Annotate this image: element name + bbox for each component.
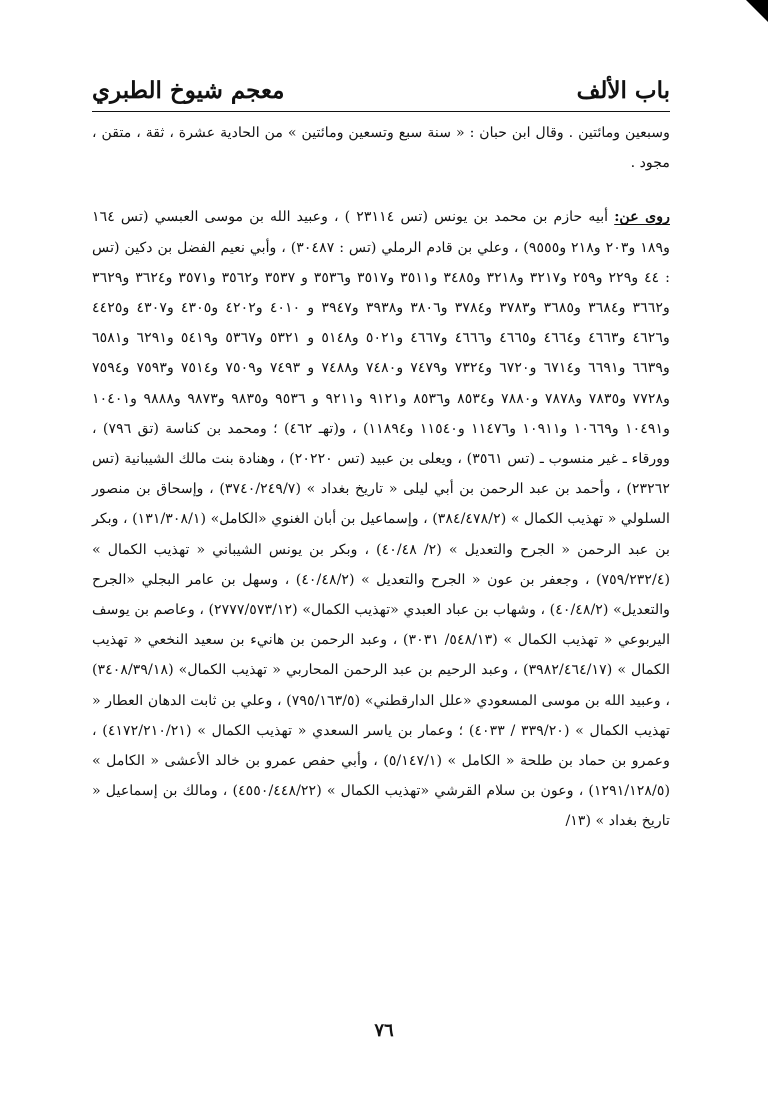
page-body (92, 118, 670, 837)
rawa-label: روى عن: (614, 209, 670, 226)
page-number: ٧٦ (374, 1020, 394, 1041)
page-header (92, 72, 670, 106)
paragraph-intro: وسبعين ومائتين . وقال ابن حبان : « سنة سبع وتسعين ومائتين » من الحادية عشرة ، ثقة ، متقن ، مجود . (92, 125, 671, 172)
paragraph-narrators (92, 202, 670, 836)
narrators-text: أبيه حازم بن محمد بن يونس (تس ٢٣١١٤ ) ، وعبيد الله بن موسى العبسي (تس ١٦٤ و١٨٩ و٢٠٣ و٢١٨ و٩٥٥٥) ، وعلي بن قادم الرملي (تس : ٣٠٤٨٧) ، وأبي نعيم الفضل بن دكين (تس : ٤٤ و٢٢٩ و٢٥٩ و٣٢١٧ و٣٢١٨ و٣٤٨٥ و٣٥١١ و٣٥١٧ و٣٥٣٦ و ٣٥٣٧ و٣٥٦٢ و٣٥٧١ و٣٦٢٤ و٣٦٢٩ و٣٦٦٢ و٣٦٨٤ و٣٦٨٥ و٣٧٨٣ و٣٧٨٤ و٣٨٠٦ و٣٩٣٨ و٣٩٤٧ و ٤٠١٠ و٤٢٠٢ و٤٣٠٥ و٤٣٠٧ و٤٤٢٥ و٤٦٢٦ و٤٦٦٣ و٤٦٦٤ و٤٦٦٥ و٤٦٦٦ و٤٦٦٧ و٥٠٢١ و٥١٤٨ و ٥٣٢١ و٥٣٦٧ و٥٤١٩ و٦٢٩١ و٦٥٨١ و٦٦٣٩ و٦٦٩١ و٦٧١٤ و٦٧٢٠ و٧٣٢٤ و٧٤٧٩ و٧٤٨٠ و٧٤٨٨ و ٧٤٩٣ و٧٥٠٩ و٧٥١٤ و٧٥٩٣ و٧٥٩٤ و٧٧٢٨ و٧٨٣٥ و٧٨٧٨ و٧٨٨٠ و٨٥٣٤ و٨٥٣٦ و٩١٢١ و٩٢١١ و ٩٥٣٦ و٩٨٣٥ و٩٨٧٣ و٩٨٨٨ و١٠٤٠١ و١٠٤٩١ و١٠٦٦٩ و١٠٩١١ و١١٤٧٦ و١١٥٤٠ و١١٨٩٤) ، و(تهـ ٤٦٢) ؛ ومحمد بن كناسة (تق ٧٩٦) ، وورقاء ـ غير منسوب ـ (تس ٣٥٦١) ، ويعلى بن عبيد (تس ٢٠٢٢٠) ، وهنادة بنت مالك الشيبانية (تس ٢٣٢٦٢) ، وأحمد بن عبد الرحمن بن أبي ليلى « تاريخ بغداد » (٣٧٤٠/٢٤٩/٧) ، وإسحاق بن منصور السلولي « تهذيب الكمال » (٣٨٤/٤٧٨/٢) ، وإسماعيل بن أبان الغنوي «الكامل» (١٣١/٣٠٨/١) ، وبكر بن عبد الرحمن « الجرح والتعديل » (٢/ ٤٠/٤٨) ، وبكر بن يونس الشيباني « تهذيب الكمال » (٧٥٩/٢٣٢/٤) ، وجعفر بن عون « الجرح والتعديل » (٤٠/٤٨/٢) ، وسهل بن عامر البجلي «الجرح والتعديل» (٤٠/٤٨/٢) ، وشهاب بن عباد العبدي «تهذيب الكمال» (٢٧٧٧/٥٧٣/١٢) ، وعاصم بن يوسف اليربوعي « تهذيب الكمال » (٥٤٨/١٣/ ٣٠٣١) ، وعبد الرحمن بن هانيء بن سعيد النخعي « تهذيب الكمال » (٣٩٨٢/٤٦٤/١٧) ، وعبد الرحيم بن عبد الرحمن المحاربي « تهذيب الكمال» (٣٤٠٨/٣٩/١٨) ، وعبيد الله بن موسى المسعودي «علل الدارقطني» (٧٩٥/١٦٣/٥) ، وعلي بن ثابت الدهان العطار « تهذيب الكمال » (٣٣٩/٢٠ / ٤٠٣٣) ؛ وعمار بن ياسر السعدي « تهذيب الكمال » (٤١٧٢/٢١٠/٢١) ، وعمرو بن حماد بن طلحة « الكامل » (٥/١٤٧/١) ، وأبي حفص عمرو بن خالد الأعشى « الكامل » (١٢٩١/١٢٨/٥) ، وعون بن سلام القرشي «تهذيب الكمال » (٤٥٥٠/٤٤٨/٢٢) ، ومالك بن إسماعيل « تاريخ بغداد » (١٣/ (92, 209, 671, 830)
book-title: معجم شيوخ الطبري (92, 77, 285, 104)
chapter-title: باب الألف (576, 77, 670, 104)
corner-mark (746, 0, 768, 22)
header-rule (92, 111, 670, 112)
